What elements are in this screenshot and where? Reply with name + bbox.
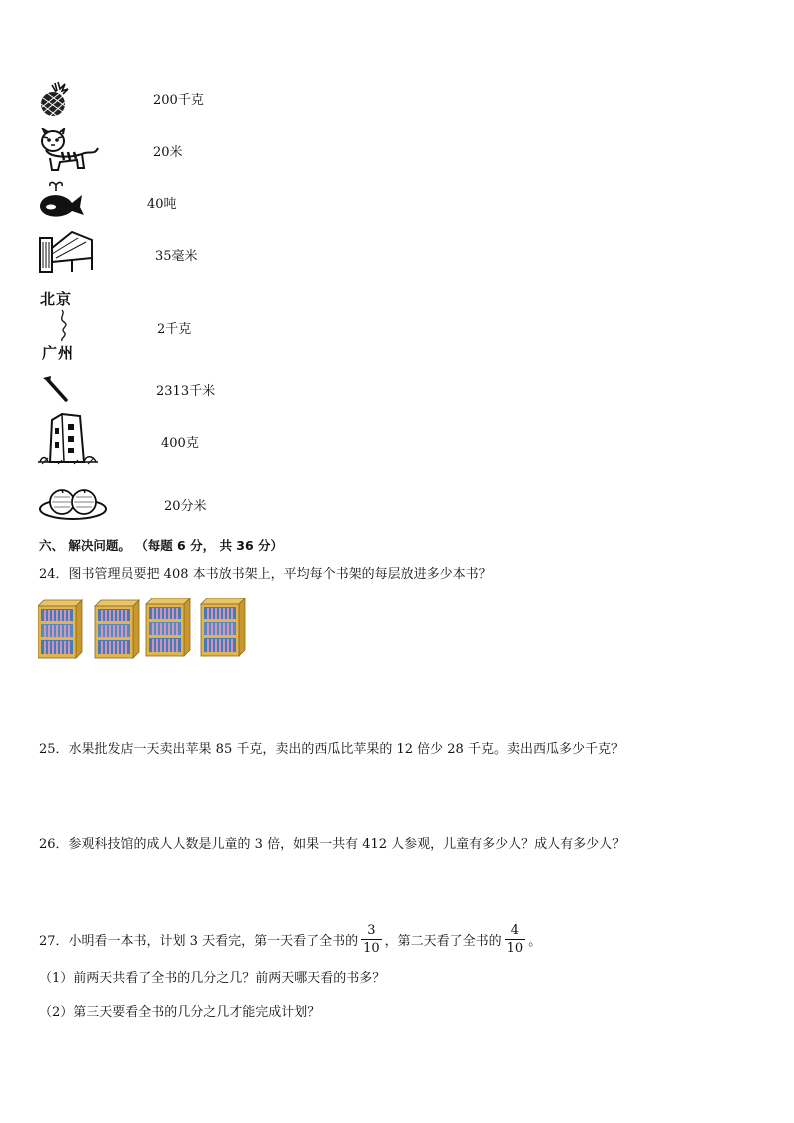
problem-26: 26．参观科技馆的成人人数是儿童的 3 倍，如果一共有 412 人参观，儿童有多少人？成人有多少人？ bbox=[39, 837, 626, 852]
measure-value-1: 200千克 bbox=[153, 93, 204, 108]
fraction-1-denominator: 10 bbox=[363, 940, 380, 956]
fraction-2-numerator: 4 bbox=[505, 924, 526, 940]
problem-27-end: 。 bbox=[528, 933, 542, 949]
problem-27 bbox=[39, 918, 541, 960]
problem-27-mid: ，第二天看了全书的 bbox=[384, 933, 502, 949]
problem-27-intro: 27．小明看一本书，计划 3 天看完，第一天看了全书的 bbox=[39, 933, 359, 949]
bed-icon bbox=[38, 228, 94, 274]
fruit-plate-icon bbox=[38, 485, 108, 521]
measure-value-3: 40吨 bbox=[147, 197, 177, 212]
map-label-beijing: 北京 bbox=[40, 290, 73, 308]
fraction-1-numerator: 3 bbox=[361, 924, 382, 940]
nail-icon bbox=[40, 374, 70, 404]
fraction-four-tenths bbox=[505, 924, 526, 955]
problem-25: 25．水果批发店一天卖出苹果 85 千克，卖出的西瓜比苹果的 12 倍少 28 千克。卖出西瓜多少千克？ bbox=[39, 742, 624, 757]
problem-24: 24．图书管理员要把 408 本书放书架上，平均每个书架的每层放进多少本书？ bbox=[39, 567, 492, 582]
measure-value-4: 35毫米 bbox=[155, 249, 198, 264]
measure-value-5: 2千克 bbox=[157, 322, 192, 337]
measure-value-2: 20米 bbox=[153, 145, 183, 160]
tiger-icon bbox=[36, 128, 102, 174]
bookshelves-icon bbox=[38, 598, 250, 660]
section-title: 六、 解决问题。 （每题 6 分， 共 36 分） bbox=[39, 538, 284, 553]
problem-27-question-1: （1）前两天共看了全书的几分之几？前两天哪天看的书多？ bbox=[39, 971, 386, 986]
map-label-guangzhou: 广州 bbox=[42, 344, 75, 362]
map-beijing-guangzhou-icon bbox=[40, 288, 84, 362]
measure-value-6: 2313千米 bbox=[156, 384, 216, 399]
fraction-2-denominator: 10 bbox=[506, 940, 524, 956]
measure-value-8: 20分米 bbox=[164, 499, 207, 514]
fraction-three-tenths bbox=[361, 924, 382, 955]
pineapple-icon bbox=[38, 80, 72, 118]
problem-27-question-2: （2）第三天要看全书的几分之几才能完成计划？ bbox=[39, 1005, 321, 1020]
building-icon bbox=[38, 412, 98, 466]
whale-icon bbox=[38, 181, 86, 219]
measure-value-7: 400克 bbox=[161, 436, 199, 451]
